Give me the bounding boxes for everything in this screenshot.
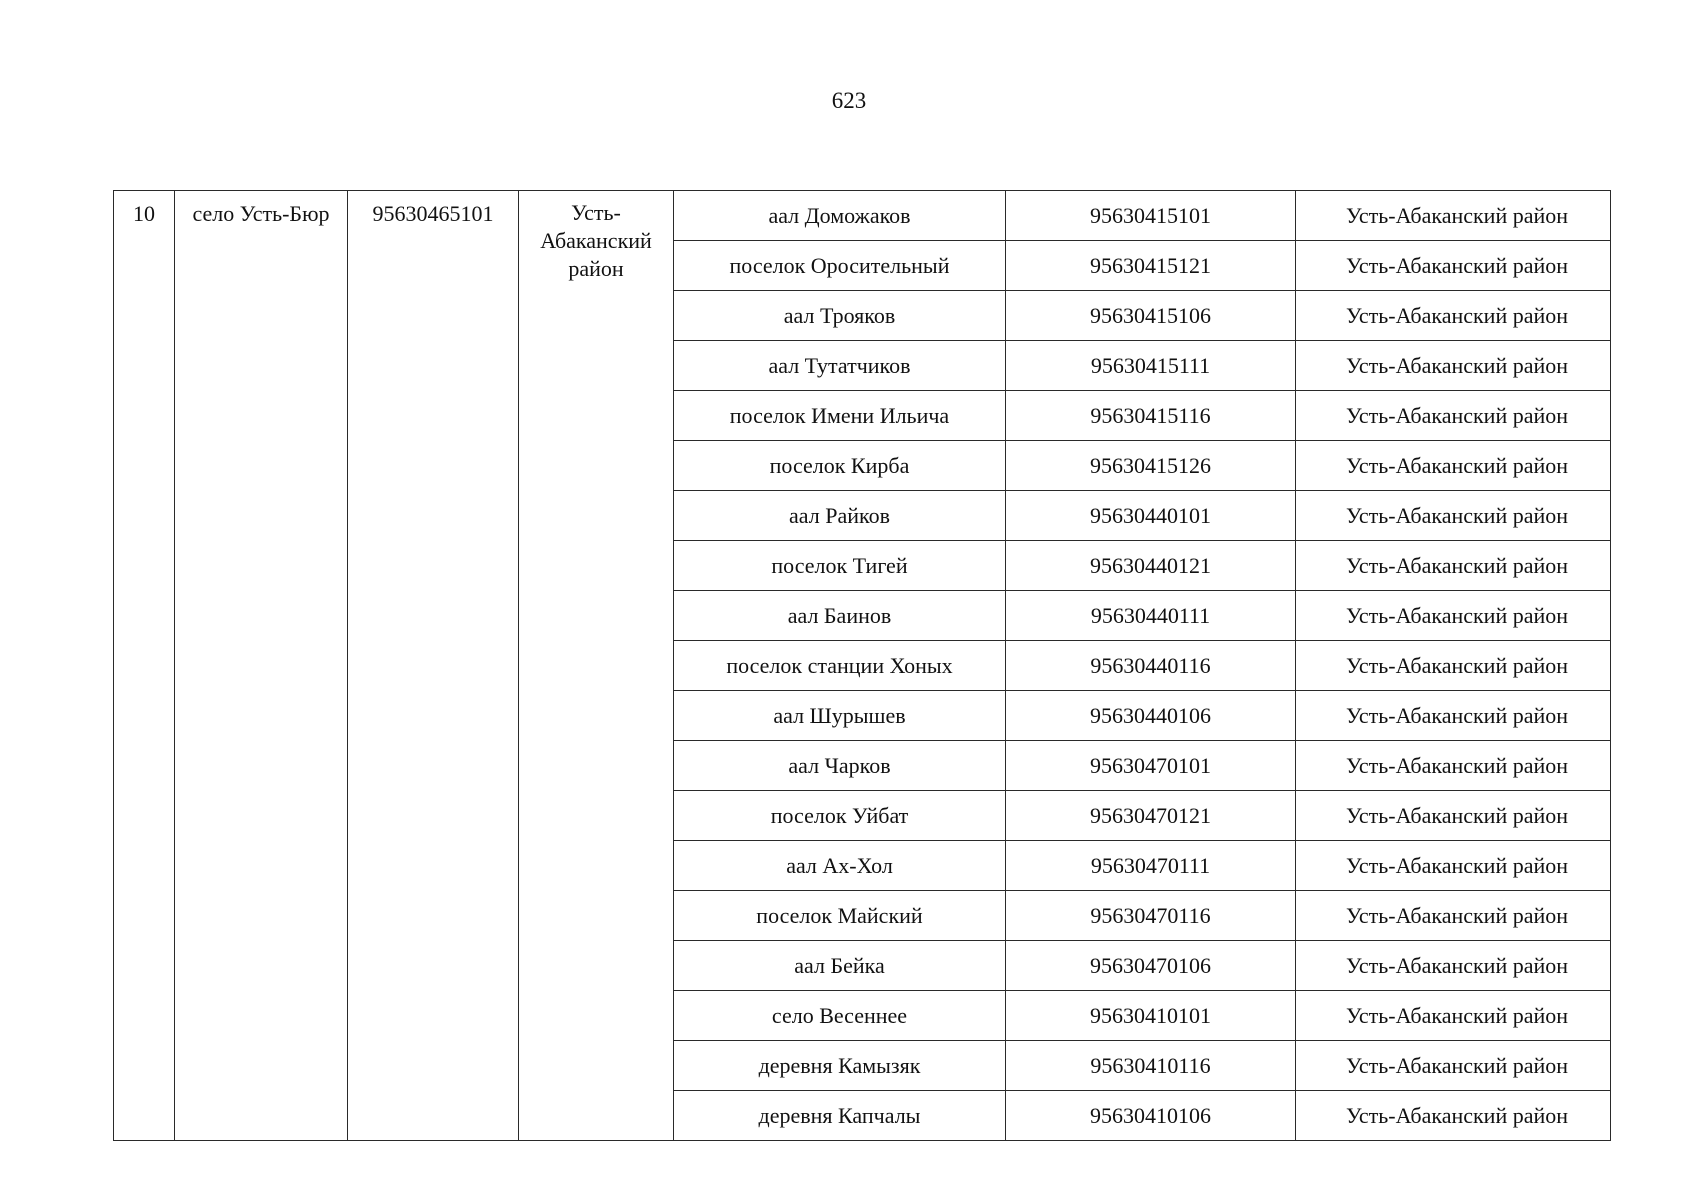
sub-settlement-code: 95630470111 — [1006, 841, 1296, 891]
sub-settlement-code: 95630415106 — [1006, 291, 1296, 341]
sub-settlement-name: село Весеннее — [674, 991, 1006, 1041]
sub-settlement-code: 95630470116 — [1006, 891, 1296, 941]
sub-settlement-name: аал Шурышев — [674, 691, 1006, 741]
sub-settlement-district: Усть-Абаканский район — [1296, 991, 1611, 1041]
sub-settlement-name: аал Тутатчиков — [674, 341, 1006, 391]
table-row — [114, 191, 1611, 241]
sub-settlement-name: поселок Кирба — [674, 441, 1006, 491]
page-number: 623 — [831, 88, 867, 113]
sub-settlement-name: деревня Камызяк — [674, 1041, 1006, 1091]
sub-settlement-district: Усть-Абаканский район — [1296, 691, 1611, 741]
settlement-name: село Усть-Бюр — [175, 191, 348, 1141]
sub-settlement-name: аал Чарков — [674, 741, 1006, 791]
sub-settlement-district: Усть-Абаканский район — [1296, 341, 1611, 391]
sub-settlement-code: 95630415101 — [1006, 191, 1296, 241]
sub-settlement-name: поселок Тигей — [674, 541, 1006, 591]
sub-settlement-code: 95630440101 — [1006, 491, 1296, 541]
sub-settlement-name: поселок Имени Ильича — [674, 391, 1006, 441]
sub-settlement-code: 95630410101 — [1006, 991, 1296, 1041]
sub-settlement-district: Усть-Абаканский район — [1296, 791, 1611, 841]
sub-settlement-district: Усть-Абаканский район — [1296, 891, 1611, 941]
sub-settlement-code: 95630415121 — [1006, 241, 1296, 291]
sub-settlement-district: Усть-Абаканский район — [1296, 541, 1611, 591]
sub-settlement-name: деревня Капчалы — [674, 1091, 1006, 1141]
sub-settlement-district: Усть-Абаканский район — [1296, 391, 1611, 441]
sub-settlement-name: поселок станции Хоных — [674, 641, 1006, 691]
sub-settlement-code: 95630440121 — [1006, 541, 1296, 591]
sub-settlement-district: Усть-Абаканский район — [1296, 941, 1611, 991]
sub-settlement-district: Усть-Абаканский район — [1296, 841, 1611, 891]
sub-settlement-name: аал Ах-Хол — [674, 841, 1006, 891]
sub-settlement-code: 95630470121 — [1006, 791, 1296, 841]
sub-settlement-district: Усть-Абаканский район — [1296, 1091, 1611, 1141]
sub-settlement-code: 95630470106 — [1006, 941, 1296, 991]
sub-settlement-district: Усть-Абаканский район — [1296, 241, 1611, 291]
sub-settlement-code: 95630415116 — [1006, 391, 1296, 441]
sub-settlement-name: поселок Майский — [674, 891, 1006, 941]
sub-settlement-district: Усть-Абаканский район — [1296, 1041, 1611, 1091]
sub-settlement-district: Усть-Абаканский район — [1296, 641, 1611, 691]
sub-settlement-name: поселок Уйбат — [674, 791, 1006, 841]
sub-settlement-district: Усть-Абаканский район — [1296, 491, 1611, 541]
sub-settlement-code: 95630415111 — [1006, 341, 1296, 391]
sub-settlement-district: Усть-Абаканский район — [1296, 591, 1611, 641]
sub-settlement-name: аал Трояков — [674, 291, 1006, 341]
row-number: 10 — [114, 191, 175, 1141]
sub-settlement-name: поселок Оросительный — [674, 241, 1006, 291]
sub-settlement-code: 95630410116 — [1006, 1041, 1296, 1091]
sub-settlement-name: аал Райков — [674, 491, 1006, 541]
settlements-table — [113, 190, 1611, 1141]
sub-settlement-code: 95630470101 — [1006, 741, 1296, 791]
table-body — [114, 191, 1611, 1141]
settlement-district: Усть-Абаканский район — [519, 191, 674, 1141]
settlement-code: 95630465101 — [348, 191, 519, 1141]
sub-settlement-district: Усть-Абаканский район — [1296, 741, 1611, 791]
sub-settlement-name: аал Бейка — [674, 941, 1006, 991]
sub-settlement-code: 95630415126 — [1006, 441, 1296, 491]
sub-settlement-code: 95630410106 — [1006, 1091, 1296, 1141]
sub-settlement-district: Усть-Абаканский район — [1296, 291, 1611, 341]
sub-settlement-name: аал Доможаков — [674, 191, 1006, 241]
sub-settlement-district: Усть-Абаканский район — [1296, 441, 1611, 491]
sub-settlement-code: 95630440111 — [1006, 591, 1296, 641]
sub-settlement-code: 95630440106 — [1006, 691, 1296, 741]
sub-settlement-name: аал Баинов — [674, 591, 1006, 641]
sub-settlement-code: 95630440116 — [1006, 641, 1296, 691]
sub-settlement-district: Усть-Абаканский район — [1296, 191, 1611, 241]
